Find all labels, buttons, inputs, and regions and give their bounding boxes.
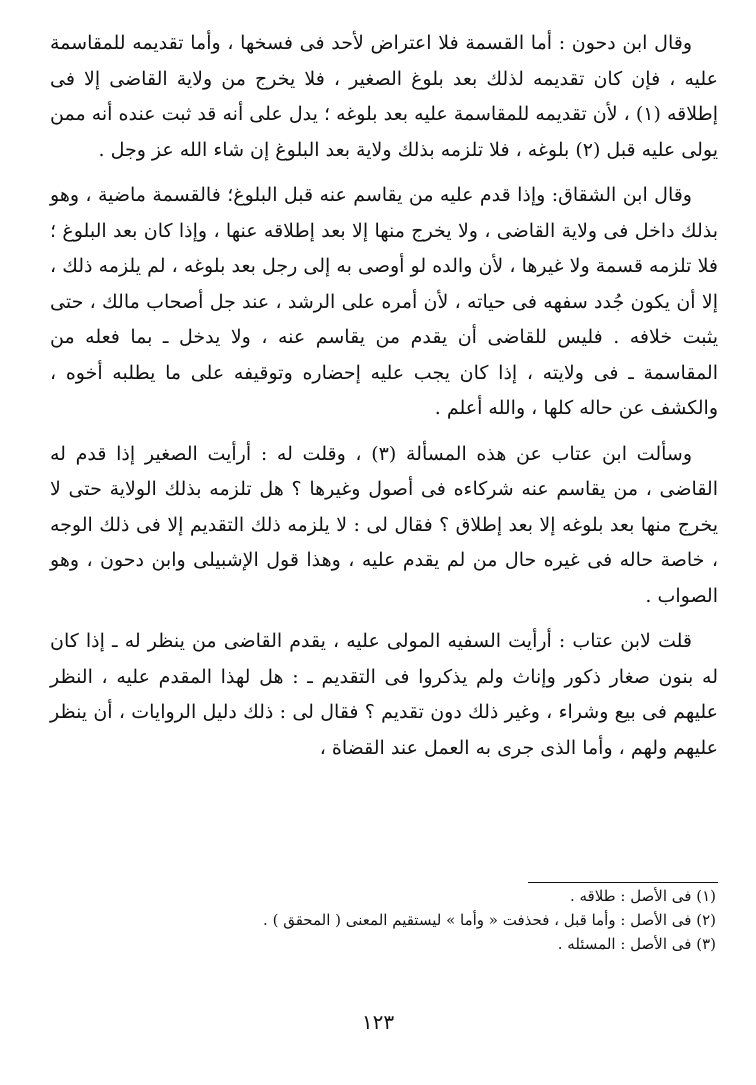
footnotes (56, 884, 716, 956)
footnote-2: (٢) فى الأصل : وأما قبل ، فحذفت « وأما » ليستقيم المعنى ( المحقق ) . (263, 911, 716, 929)
paragraph-ibn-dahun: وقال ابن دحون : أما القسمة فلا اعتراض لأحد فى فسخها ، وأما تقديمه للمقاسمة عليه ، فإن كان تقديمه لذلك بعد بلوغ الصغير ، فلا يخرج من ولاية القاضى إلا فى إطلاقه (١) ، لأن تقديمه للمقاسمة عليه بعد بلوغه ؛ يدل على أنه قد ثبت عنده أنه ممن يولى عليه قبل (٢) بلوغه ، فلا تلزمه بذلك ولاية بعد البلوغ إن شاء الله عز وجل . (50, 32, 718, 161)
paragraph-ibn-al-shaqqaq: وقال ابن الشقاق: وإذا قدم عليه من يقاسم عنه قبل البلوغ؛ فالقسمة ماضية ، وهو بذلك داخل فى ولاية القاضى ، ولا يخرج منها إلا بعد إطلاقه عنها ، وإذا كان بعد البلوغ ؛ فلا تلزمه قسمة ولا غيرها ، لأن والده لو أوصى به إلى رجل بعد بلوغه ، لم يلزمه ذلك ، إلا أن يكون جُدد سفهه فى حياته ، لأن أمره على الرشد ، عند جل أصحاب مالك ، حتى يثبت خلافه . فليس للقاضى أن يقدم من يقاسم عنه ، ولا يدخل ـ بما فعله من المقاسمة ـ فى ولايته ، إذا كان يجب عليه إحضاره وتوقيفه على ما يطلبه أخوه ، والكشف عن حاله كلها ، والله أعلم . (50, 184, 718, 419)
footnote-1: (١) فى الأصل : طلاقه . (569, 887, 716, 905)
paragraph-safih-question: قلت لابن عتاب : أرأيت السفيه المولى عليه ، يقدم القاضى من ينظر له ـ إذا كان له بنون صغار ذكور وإناث ولم يذكروا فى التقديم ـ : هل لهذا المقدم عليه ، النظر عليهم فى بيع وشراء ، وغير ذلك دون تقديم ؟ فقال لى : ذلك دليل الروايات ، أن ينظر عليهم ولهم ، وأما الذى جرى به العمل عند القضاة ، (50, 630, 718, 759)
page-number: ١٢٣ (361, 1010, 395, 1034)
footnote-divider (528, 882, 718, 883)
footnote-3: (٣) فى الأصل : المسئله . (557, 935, 716, 953)
paragraph-question-ibn-attab: وسألت ابن عتاب عن هذه المسألة (٣) ، وقلت له : أرأيت الصغير إذا قدم له القاضى ، من يقاسم عنه شركاءه فى أصول وغيرها ؟ هل تلزمه بذلك الولاية حتى لا يخرج منها بعد بلوغه إلا بعد إطلاق ؟ فقال لى : لا يلزمه ذلك التقديم إلا فى ذلك الوجه ، خاصة حاله فى غيره حال من لم يقدم عليه ، وهذا قول الإشبيلى وابن دحون ، وهو الصواب . (50, 442, 718, 607)
body-text (50, 26, 718, 766)
